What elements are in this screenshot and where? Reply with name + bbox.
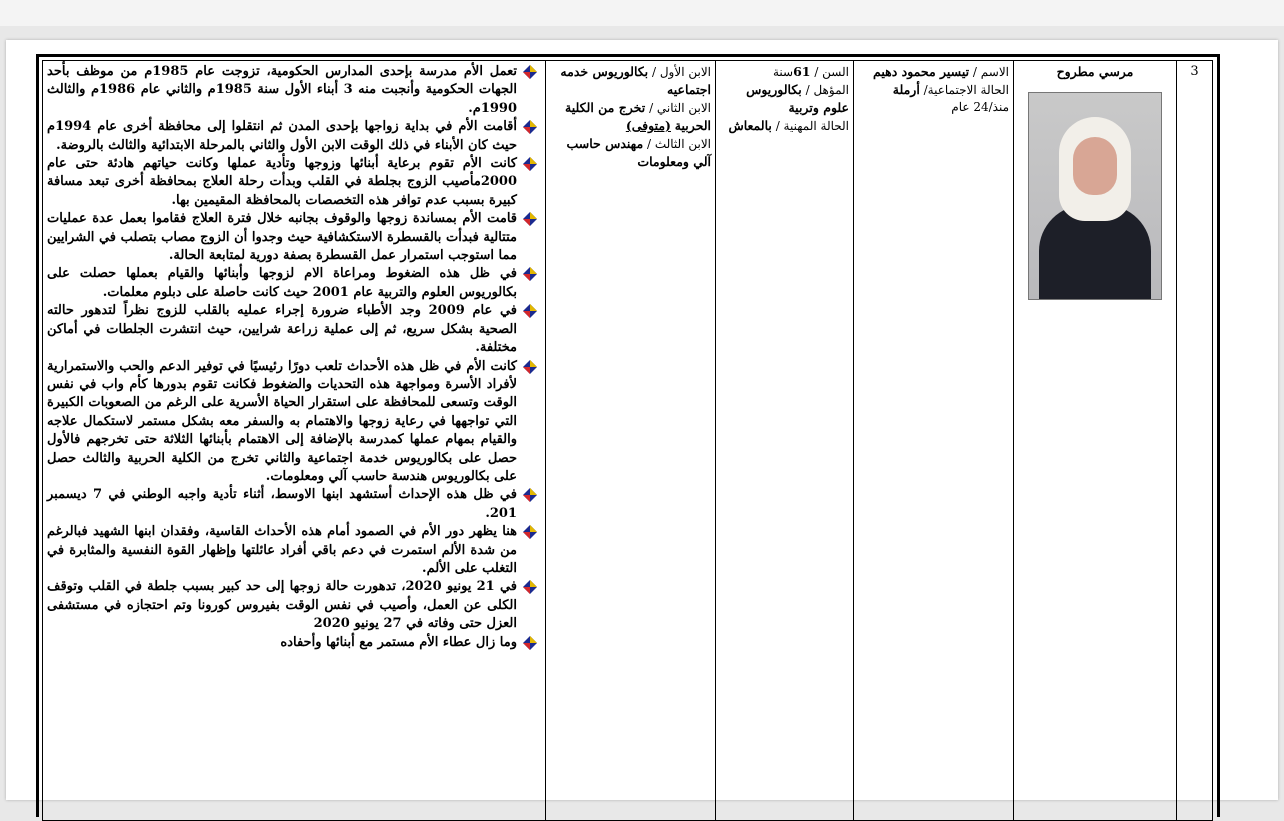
event-text: أقامت الأم في بداية زواجها بإحدى المدن ثم انتقلوا إلى محافظة أخرى عام 1994م حيث كان الأبناء في ذلك الوقت الابن الأول والثاني بالمرحلة الابتدائية والثالث بالروضة. <box>47 119 517 153</box>
first-son-value: بكالوريوس خدمه اجتماعيه <box>560 64 711 97</box>
event-text: في ظل هذه الضغوط ومراعاة الام لزوجها وأبنائها والقيام بعملها حصلت على بكالوريوس العلوم والتربية عام 2001 حيث كانت حاصلة على دبلوم معلمات. <box>47 266 517 300</box>
job-status-value: بالمعاش <box>728 118 772 133</box>
arrow-bullet-icon <box>522 266 538 282</box>
arrow-bullet-icon <box>522 119 538 135</box>
event-text: كانت الأم تقوم برعاية أبنائها وزوجها وتأدية عملها وكانت حياتهم هادئة حتى عام 2000مأصيب الزوج بجلطة في القلب وبدأت رحلة العلاج بمحافظة أخرى تبعد مسافة كبيرة بسبب عدم توافر هذه التخصصات بالمحافظة المقيمين بها. <box>47 156 517 208</box>
event-item <box>47 265 541 302</box>
table-frame <box>36 54 1220 817</box>
event-item <box>47 63 541 118</box>
case-table <box>42 60 1213 821</box>
mother-name: تيسير محمود دهيم <box>873 64 970 79</box>
profile-cell <box>716 61 854 821</box>
event-text: كانت الأم في ظل هذه الأحداث تلعب دورًا رئيسيًا في توفير الدعم والحب والاستمرارية لأفراد الأسرة ومواجهة هذه التحديات والضغوط فكانت تقوم بدورها كأم واب في نفس الوقت وتسعى للمحافظة على استقرار الحياة الأسرية على الرغم من الصعوبات الكبيرة التي تواجهها في رعاية زوجها والاهتمام به والسفر معه بشكل مستمر لاستكمال علاجه والقيام بمهام عملها كمدرسة بالإضافة إلى الاهتمام بأبنائها الثلاثة حتى تخرجهم فالأول حصل على بكالوريوس خدمة اجتماعية والثاني تخرج من الكلية الحربية والثالث حصل على بكالوريوس هندسة حاسب آلي ومعلومات. <box>47 358 517 484</box>
event-item <box>47 358 541 487</box>
arrow-bullet-icon <box>522 579 538 595</box>
event-item <box>47 578 541 633</box>
row-number-cell <box>1177 61 1213 821</box>
age-value: 61 <box>793 64 811 79</box>
second-son-value: تخرج من الكلية الحربية <box>565 100 711 133</box>
event-text: في عام 2009 وجد الأطباء ضرورة إجراء عمليه بالقلب للزوج نظراً لتدهور حالته الصحية بشكل سريع، ثم إلى عملية زراعة شرايين، حيث انتشرت الجلطات في أماكن مختلفة. <box>47 303 517 356</box>
arrow-bullet-icon <box>522 359 538 375</box>
governorate-cell <box>1014 61 1177 821</box>
widowhood-duration: منذ/24 عام <box>951 100 1009 114</box>
arrow-bullet-icon <box>522 487 538 503</box>
event-text: هنا يظهر دور الأم في الصمود أمام هذه الأحداث القاسية، وفقدان ابنها الشهيد فبالرغم من شدة الألم استمرت في دعم باقي أفراد عائلتها وإظهار القوة النفسية والمثابرة في التغلب على الألم. <box>47 524 517 576</box>
second-son-label: الابن الثاني / <box>649 101 711 115</box>
arrow-bullet-icon <box>522 303 538 319</box>
first-son-label: الابن الأول / <box>651 65 711 79</box>
event-text: في 21 يونيو 2020، تدهورت حالة زوجها إلى حد كبير بسبب جلطة في القلب وتوقف الكلى عن العمل، وأصيب في نفس الوقت بفيروس كورونا وتم احتجازه في مستشفى العزل حتى وفاته في 27 يونيو 2020 <box>47 579 517 632</box>
third-son-value: مهندس حاسب آلي ومعلومات <box>566 136 711 169</box>
row-number: 3 <box>1190 64 1199 79</box>
event-text: وما زال عطاء الأم مستمر مع أبنائها وأحفاده <box>280 634 517 650</box>
third-son-label: الابن الثالث / <box>646 137 711 151</box>
document-page <box>6 40 1278 800</box>
qualification-value: بكالوريوس علوم وتربية <box>746 82 849 115</box>
children-cell <box>546 61 716 821</box>
arrow-bullet-icon <box>522 211 538 227</box>
arrow-bullet-icon <box>522 156 538 172</box>
event-item <box>47 634 541 652</box>
mother-photo <box>1028 92 1162 300</box>
personal-info-cell <box>854 61 1014 821</box>
event-item <box>47 155 541 210</box>
arrow-bullet-icon <box>522 64 538 80</box>
events-cell <box>43 61 546 821</box>
arrow-bullet-icon <box>522 524 538 540</box>
job-status-label: الحالة المهنية / <box>775 119 849 133</box>
event-text: في ظل هذه الإحداث أستشهد ابنها الاوسط، أثناء تأدية واجبه الوطني في 7 ديسمبر 201. <box>47 487 517 521</box>
event-item <box>47 210 541 265</box>
social-status-value: أرملة <box>892 82 920 97</box>
social-status-label: الحالة الاجتماعية/ <box>923 83 1009 97</box>
governorate-name: مرسي مطروح <box>1056 64 1134 79</box>
table-row <box>43 61 1213 821</box>
arrow-bullet-icon <box>522 635 538 651</box>
name-label: الاسم / <box>972 65 1009 79</box>
qualification-label: المؤهل / <box>805 83 849 97</box>
event-text: قامت الأم بمساندة زوجها والوقوف بجانبه خلال فترة العلاج فقاموا بعمل عدة عمليات متتالية فبدأت بالقسطرة الاستكشافية حيث وجدوا أن الزوج مصاب بتصلب في الشرايين مما استوجب استمرار عمل القسطرة بصفة دورية لمتابعة الحالة. <box>47 211 517 264</box>
second-son-note: (متوفى) <box>625 118 671 133</box>
age-unit: سنة <box>772 65 794 79</box>
event-text: تعمل الأم مدرسة بإحدى المدارس الحكومية، تزوجت عام 1985م من موظف بأحد الجهات الحكومية وأنجبت منه 3 أبناء الأول سنة 1985م والثاني عام 1986م والثالث 1990م. <box>47 64 517 116</box>
event-item <box>47 523 541 578</box>
age-label: السن / <box>814 65 849 79</box>
top-toolbar-strip <box>0 0 1284 26</box>
event-item <box>47 486 541 523</box>
event-item <box>47 302 541 357</box>
event-item <box>47 118 541 155</box>
events-list <box>47 63 541 652</box>
